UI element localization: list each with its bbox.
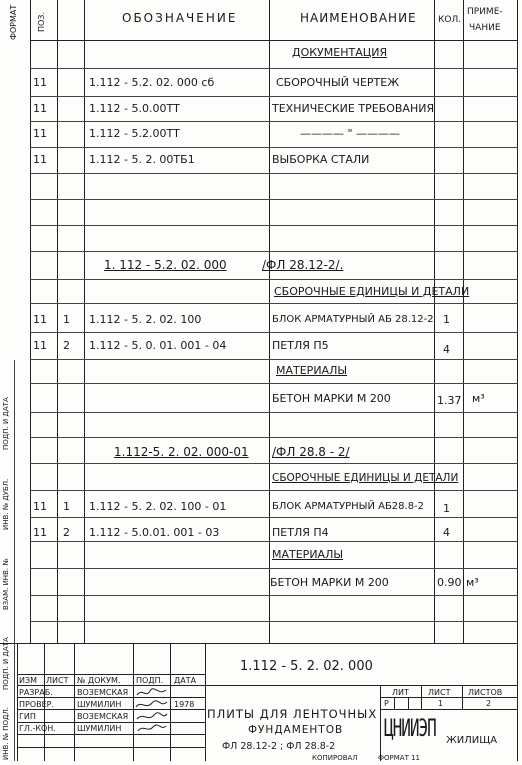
grid-line (30, 40, 518, 41)
tb-lit: ЛИТ (392, 688, 409, 697)
title-block-doc-code: 1.112 - 5. 2. 02. 000 (240, 659, 373, 674)
tb-col-data: ДАТА (174, 676, 197, 685)
row-fmt: 11 (33, 500, 47, 513)
header-oboznachenie: ОБОЗНАЧЕНИЕ (122, 11, 238, 25)
section-asm1: СБОРОЧНЫЕ ЕДИНИЦЫ И ДЕТАЛИ (274, 285, 470, 298)
tb-title-2: ФУНДАМЕНТОВ (248, 724, 344, 736)
section-mat1: МАТЕРИАЛЫ (276, 364, 348, 377)
row-pos: 2 (63, 526, 70, 539)
material-name: БЕТОН МАРКИ М 200 (270, 576, 389, 589)
material-qty: 0.90 (437, 576, 462, 589)
side-label-vzam: ВЗАМ. ИНВ. № (2, 558, 10, 610)
row-code: 1.112 - 5.0.00ТТ (89, 102, 180, 115)
row-qty: 4 (443, 343, 450, 356)
row-code: 1.112 - 5.0.01. 001 - 03 (89, 526, 220, 539)
row-code: 1.112 - 5. 2. 02. 100 (89, 313, 202, 326)
header-poz: ПОЗ. (37, 12, 46, 32)
tb-person: ШУМИЛИН (77, 724, 122, 733)
row-fmt: 11 (33, 526, 47, 539)
tb-person: ВОЗЕМСКАЯ (77, 712, 129, 721)
row-code: 1.112 - 5. 2. 00ТБ1 (89, 153, 195, 166)
row-name: ПЕТЛЯ П5 (272, 339, 329, 352)
tb-col-izm: ИЗМ (19, 676, 38, 685)
row-fmt: 11 (33, 76, 47, 89)
row-qty: 4 (443, 526, 450, 539)
tb-date: 1978 (174, 700, 195, 709)
tb-role: ГЛ.-КОН. (19, 724, 56, 733)
variant2-code: 1.112-5. 2. 02. 000-01 (114, 445, 249, 459)
row-fmt: 11 (33, 153, 47, 166)
org-logo: ЦНИИЭП (384, 713, 436, 742)
variant1-code: 1. 112 - 5.2. 02. 000 (104, 258, 227, 272)
variant2-mark: /ФЛ 28.8 - 2/ (272, 445, 350, 459)
row-pos: 1 (63, 313, 70, 326)
side-label-inv-dubl: ИНВ. № ДУБЛ. (2, 478, 10, 530)
tb-title-1: ПЛИТЫ ДЛЯ ЛЕНТОЧНЫХ (207, 707, 378, 721)
row-name: ———— " ———— (300, 127, 401, 140)
header-primechanie-2: ЧАНИЕ (469, 23, 501, 33)
side-label-inv: ИНВ. № ПОДЛ. (2, 707, 10, 760)
material-qty: 1.37 (437, 394, 462, 407)
side-label-sign2: ПОДП. И ДАТА (2, 397, 10, 450)
tb-title-3: ФЛ 28.12-2 ; ФЛ 28.8-2 (222, 741, 336, 752)
tb-col-list: ЛИСТ (46, 676, 69, 685)
tb-list-val: 1 (438, 699, 444, 708)
section-docs: ДОКУМЕНТАЦИЯ (292, 46, 388, 59)
row-fmt: 11 (33, 127, 47, 140)
row-qty: 1 (443, 502, 450, 515)
section-asm2: СБОРОЧНЫЕ ЕДИНИЦЫ И ДЕТАЛИ (272, 472, 459, 484)
footer-copied: КОПИРОВАЛ (312, 754, 358, 762)
row-name: ТЕХНИЧЕСКИЕ ТРЕБОВАНИЯ (272, 102, 435, 115)
row-qty: 1 (443, 313, 450, 326)
header-naimenovanie: НАИМЕНОВАНИЕ (300, 11, 417, 25)
tb-role: РАЗРАБ. (19, 688, 53, 697)
row-name: СБОРОЧНЫЙ ЧЕРТЕЖ (276, 76, 400, 89)
tb-person: ВОЗЕМСКАЯ (77, 688, 129, 697)
row-fmt: 11 (33, 339, 47, 352)
header-kol: КОЛ. (438, 15, 462, 25)
tb-role: ГИП (19, 712, 36, 721)
tb-role: ПРОВЕР. (19, 700, 55, 709)
tb-col-podp: ПОДП. (136, 676, 164, 685)
row-fmt: 11 (33, 313, 47, 326)
row-fmt: 11 (33, 102, 47, 115)
material-unit: м³ (466, 576, 479, 589)
header-primechanie-1: ПРИМЕ- (467, 7, 503, 17)
variant1-mark: /ФЛ 28.12-2/. (262, 258, 344, 272)
row-name: БЛОК АРМАТУРНЫЙ АБ 28.12-2 (272, 314, 434, 325)
footer-format: ФОРМАТ 11 (378, 754, 420, 762)
material-unit: м³ (472, 392, 485, 405)
row-code: 1.112 - 5.2.00ТТ (89, 127, 180, 140)
tb-listov-val: 2 (486, 699, 492, 708)
tb-lit-val: Р (384, 699, 389, 708)
row-code: 1.112 - 5. 2. 02. 100 - 01 (89, 500, 227, 513)
header-forma: ФОРМАТ (9, 4, 18, 40)
row-pos: 2 (63, 339, 70, 352)
row-code: 1.112 - 5.2. 02. 000 сб (89, 76, 215, 89)
row-code: 1.112 - 5. 0. 01. 001 - 04 (89, 339, 227, 352)
row-name: БЛОК АРМАТУРНЫЙ АБ28.8-2 (272, 501, 425, 512)
signature-scribbles (134, 686, 170, 734)
tb-person: ШУМИЛИН (77, 700, 122, 709)
row-name: ВЫБОРКА СТАЛИ (272, 153, 370, 166)
material-name: БЕТОН МАРКИ М 200 (272, 392, 391, 405)
row-name: ПЕТЛЯ П4 (272, 526, 329, 539)
title-block-top-line (0, 643, 518, 644)
tb-list: ЛИСТ (428, 688, 451, 697)
org-suffix: ЖИЛИЩА (446, 735, 498, 746)
tb-listov: ЛИСТОВ (468, 688, 503, 697)
side-label-sign: ПОДП. И ДАТА (2, 637, 10, 690)
grid-line (517, 0, 518, 761)
section-mat2: МАТЕРИАЛЫ (272, 548, 344, 561)
tb-col-doc: № ДОКУМ. (77, 676, 121, 685)
row-pos: 1 (63, 500, 70, 513)
